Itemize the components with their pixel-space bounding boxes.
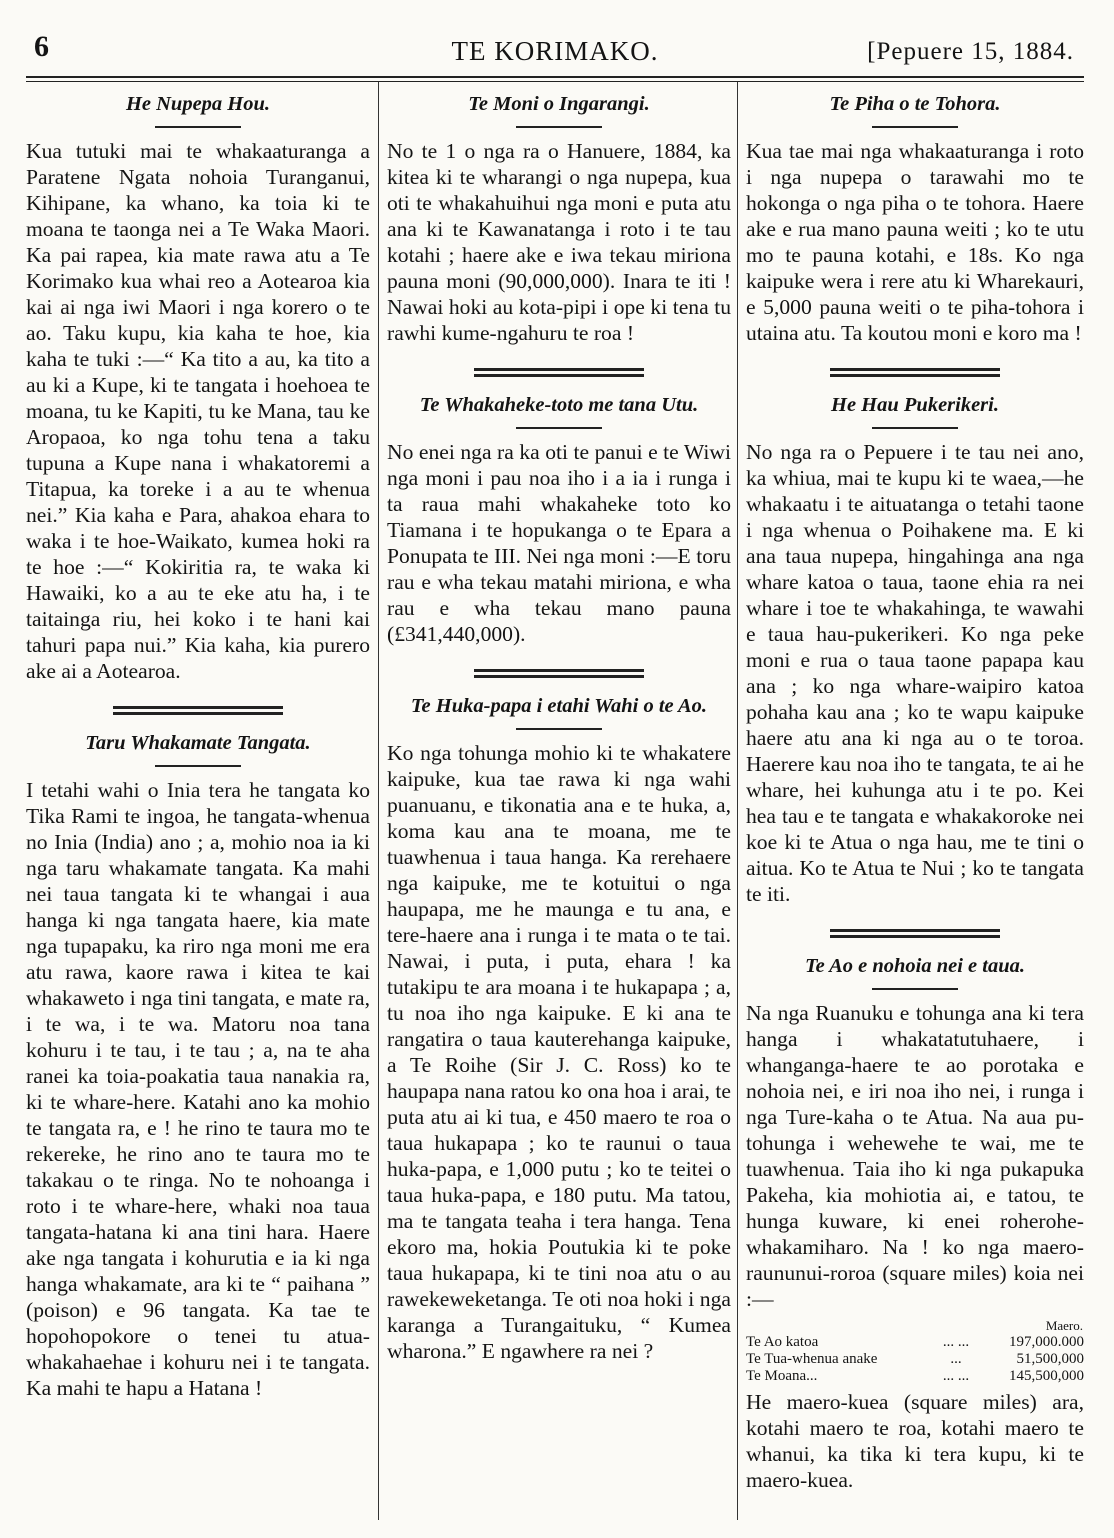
section-divider [474, 669, 644, 678]
page-number: 6 [34, 30, 49, 63]
column-2 [378, 82, 737, 1520]
table-header-row [746, 1318, 1084, 1334]
article-heading: Te Whakaheke-toto me tana Utu. [419, 394, 699, 416]
row-label: Te Tua-whenua anake [746, 1351, 878, 1367]
row-label: Te Ao katoa [746, 1334, 819, 1350]
heading-rule [516, 126, 602, 128]
heading-rule [155, 126, 241, 128]
heading-rule [155, 765, 241, 767]
masthead [26, 30, 1084, 66]
article-body: Kua tutuki mai te whakaaturanga a Paratene Ngata nohoia Turanganui, Kihipane, ka whano, ka toia ki te moana te taonga nei a Te Waka Maori. Ka pai rapea, kia mate rawa atu a Te Korimako kua whai reo a Aotearoa kia kai ai nga iwi Maori i nga korero o te ao. Taku kupu, kia kaha te hoe, kia kaha te tuki :—“ Ka tito a au, ka tito a au ki a Kupe, ki te tangata i hoehoea te moana, tu ke Kapiti, tu ke Mana, tau ke Aropaoa, ko nga tohu tena a taku tupuna a Kupe nana i whakatoremi a Titapua, ka toreke i a au te whenua nei.” Kia kaha e Para, ahakoa ehara to waka i te hoe-Waikato, kumea hoki ra te hoe :—“ Kokiritia ra, te waka ki Hawaiki, ko a au te eke atu ha, i te taitainga riu, hei koko i te hani kai tahuri papa nui.” Kia kaha, kia purero ake ai a Aotearoa. [26, 139, 370, 683]
columns [26, 82, 1084, 1520]
heading-rule [872, 427, 958, 429]
table-row [746, 1368, 1084, 1385]
table-row [746, 1351, 1084, 1368]
issue-date: [Pepuere 15, 1884. [867, 38, 1074, 65]
row-value: 145,500,000 [1009, 1368, 1084, 1384]
heading-rule [872, 988, 958, 990]
article-body: I tetahi wahi o Inia tera he tangata ko Tika Rami te ingoa, he tangata-whenua no Inia (India) ano ; a, mohio noa ia ki nga taru whakamate tangata. Ka mahi nei taua tangata ki te whangai i aua hanga ki nga tangata haere, kia mate nga tupapaku, ka riro nga moni me era atu rawa, kaore rawa i kitea te kai whakaweto i nga tini tangata, e mate ra, i te wa, i te wa. Matoru noa tana kohuru i te tau, i te tau ; a, na te aha ranei ka toia-poakatia taua nanakia ra, ki te whare-here. Katahi ano ka mohio te tangata ra, e ! he rino te taura mo te rekereke, he rino ano te taura mo te takakau o te ringa. No te nohoanga i roto i te whare-here, whaki noa taua tangata-hatana ki ana tini hara. Haere ake nga tangata i kohurutia e ia ki nga hanga whakamate, ara ki te “ paihana ” (poison) e 96 tangata. Ka tae te hopohopokore o tenei tu atua-whakahaehae i kohuru nei i te tangata. Ka mahi te hapu a Hatana ! [26, 778, 370, 1400]
article-body: Ko nga tohunga mohio ki te whakatere kaipuke, kua tae rawa ki nga wahi puanuanu, e tikonatia ana e te huka, a, koma kau ana te moana, me te tuawhenua i taua hanga. Ka rerehaere nga kaipuke, me te kotuitui o nga haupapa, me he maunga e tu ana, e tere-haere ana i runga i te mata o te tai. Nawai, i puta, i puta, ehara ! ka tutakipu te ara moana i te hukapapa ; a, tu noa iho nga kaipuke. E ki ana te rangatira o taua kauterehanga kaipuke, a Te Roihe (Sir J. C. Ross) ko te haupapa nana ratou ko ona hoa i arai, te puta atu ai ki tua, e 450 maero te roa o taua hukapapa ; ko te raunui o taua huka-papa, e 1,000 putu ; ko te teitei o taua huka-papa, e 180 putu. Ma tatou, ma te tangata teaha i tera hanga. Tena ekoro ma, hokia Poutukia ki te poke taua hukapapa, ki te tini noa atu o au rawekeweketanga. Te oti noa hoki i nga karanga a Turangaituku, “ Kumea wharona.” E ngawhere ra nei ? [387, 741, 731, 1363]
row-value: 51,500,000 [1016, 1351, 1084, 1367]
section-divider [113, 706, 283, 715]
article-body: Na nga Ruanuku e tohunga ana ki tera hanga i whakatatutuhaere, i whanganga-haere te ao porotaka e nohoia nei, e iri noa iho nei, i runga i nga Ture-kaha o te Atua. Na aua pu-tohunga i wehewehe te wai, me te tuawhenua. Taia iho ki nga pukapuka Pakeha, kia mohiotia ai, e tatou, te hunga kuware, ki enei roherohe-whakamiharo. Na ! ko nga maero-raununui-roroa (square miles) koia nei :— [746, 1001, 1084, 1311]
newspaper-title: TE KORIMAKO. [451, 36, 659, 66]
heading-rule [516, 427, 602, 429]
column-1 [26, 82, 378, 1520]
article-heading: He Hau Pukerikeri. [831, 394, 999, 416]
table-row [746, 1334, 1084, 1351]
article-heading: Te Ao e nohoia nei e taua. [804, 955, 1025, 977]
article-body: No nga ra o Pepuere i te tau nei ano, ka whiua, mai te kupu ki te waea,—he whakaatu i te aituatanga o tetahi taone i nga whenua o Poihakene ma. E ki ana taua nupepa, hingahinga ana nga whare katoa o taua, taone ehia ra nei whare i toe te whakahinga, te wawahi e taua hau-pukerikeri. Ko nga peke moni e rua o taua taone papapa kau ana ; ko nga whare-waipiro katoa pohaha kau ana ; ko te wapu kaipuke haere atu ana ki nga au o te toroa. Haerere kau noa iho te tangata, te ai he whare, hei kuhunga atu i te po. Kei hea tau e te tangata e whakakoroke nei koe ki te Atua o nga hau, me te tini o aitua. Ko te Atua te Nui ; ko te tangata te iti. [746, 440, 1084, 906]
article-heading: Te Piha o te Tohora. [829, 93, 1001, 115]
article-body-continued: He maero-kuea (square miles) ara, kotahi maero te roa, kotahi maero te whanui, ka tika ki tera kupu, ki te maero-kuea. [746, 1390, 1084, 1492]
section-divider [830, 929, 1000, 938]
leader-dots: ... ... [942, 1334, 970, 1350]
area-table [746, 1318, 1084, 1385]
article-heading: He Nupepa Hou. [125, 93, 271, 115]
heading-rule [872, 126, 958, 128]
article-body: Kua tae mai nga whakaaturanga i roto i nga nupepa o tarawahi mo te hokonga o nga piha o te tohora. Haere ake e rua mano pauna weiti ; ko te utu mo te pauna kotahi, e 18s. Ko nga kaipuke wera i rere atu ki Wharekauri, e 5,000 pauna weiti o te piha-tohora i utaina atu. Ta koutou moni e koro ma ! [746, 139, 1084, 345]
article-heading: Te Huka-papa i etahi Wahi o te Ao. [410, 695, 708, 717]
article-body: No te 1 o nga ra o Hanuere, 1884, ka kitea ki te wharangi o nga nupepa, kua oti te whakahuihui nga moni e puta atu ana ki te Kawanatanga i roto i te tau kotahi ; haere ake e iwa tekau miriona pauna moni (90,000,000). Inara te iti ! Nawai hoki au kota-pipi i ope ki tena tu rawhi kume-ngahuru te roa ! [387, 139, 731, 345]
masthead-rule [26, 76, 1084, 78]
leader-dots: ... ... [942, 1368, 970, 1384]
article-body: No enei nga ra ka oti te panui e te Wiwi nga moni i pau noa iho i a ia i runga i ta raua mahi whakaheke toto ko Tiamana i te hopukanga o te Epara a Ponupata te III. Nei nga moni :—E toru rau e wha tekau matahi miriona, e wha rau e wha tekau mano pauna (£341,440,000). [387, 440, 731, 646]
article-heading: Te Moni o Ingarangi. [468, 93, 650, 115]
article-heading: Taru Whakamate Tangata. [85, 732, 311, 754]
unit-header: Maero. [1045, 1318, 1083, 1333]
heading-rule [516, 728, 602, 730]
section-divider [474, 368, 644, 377]
row-value: 197,000.000 [1009, 1334, 1084, 1350]
leader-dots: ... [950, 1351, 962, 1367]
column-3 [737, 82, 1084, 1520]
row-label: Te Moana... [746, 1368, 818, 1384]
section-divider [830, 368, 1000, 377]
